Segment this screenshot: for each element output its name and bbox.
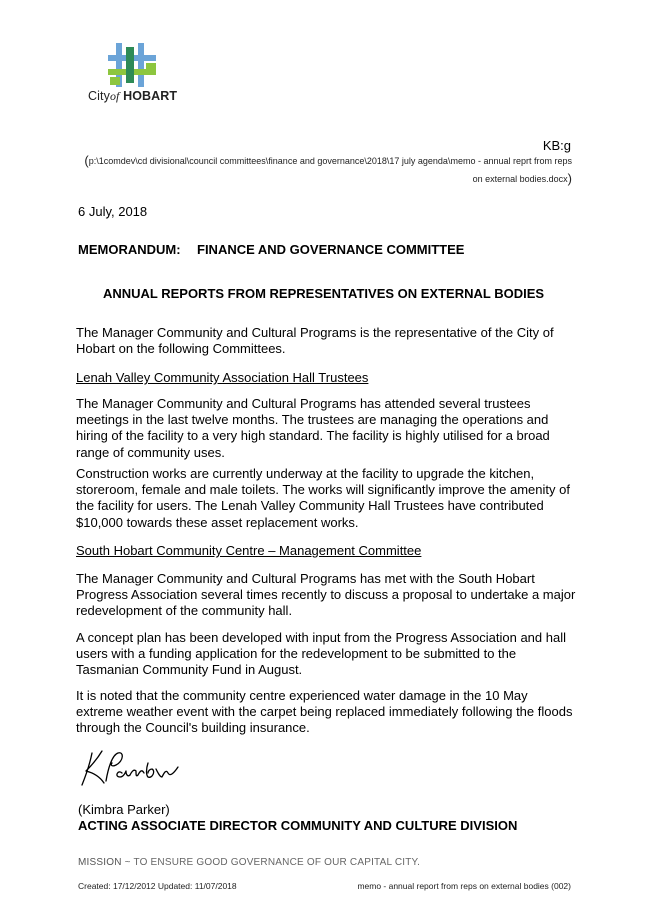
body-paragraph: The Manager Community and Cultural Programs has attended several trustees meetings in the last twelve months. The trustees are managing the operations and hiring of the facility to a very high standard. The facility is highly utilised for a broad range of community uses.	[76, 396, 550, 460]
reference-code: KB:g	[542, 138, 571, 153]
logo-hobart: HOBART	[123, 89, 178, 103]
file-path-close-paren: )	[567, 171, 572, 186]
body-paragraph: Construction works are currently underway at the facility to upgrade the kitchen, storeroom, female and male toilets. The works will significantly improve the amenity of the facility for users. The Lenah Valley Community Hall Trustees have contributed $10,000 towards these asset replacement works.	[76, 466, 570, 530]
body-paragraph: It is noted that the community centre experienced water damage in the 10 May extreme weather event with the carpet being replaced immediately following the floods through the Council's building insurance.	[76, 688, 573, 736]
memo-date: 6 July, 2018	[78, 204, 148, 219]
footer-dates: Created: 17/12/2012 Updated: 11/07/2018	[78, 881, 237, 891]
memo-subject: ANNUAL REPORTS FROM REPRESENTATIVES ON EXTERNAL BODIES	[102, 286, 545, 301]
memo-committee: FINANCE AND GOVERNANCE COMMITTEE	[197, 242, 465, 257]
signatory-title: ACTING ASSOCIATE DIRECTOR COMMUNITY AND CULTURE DIVISION	[78, 818, 518, 833]
footer-filename: memo - annual report from reps on external bodies (002)	[357, 881, 571, 891]
file-path	[78, 152, 572, 188]
section-heading: Lenah Valley Community Association Hall Trustees	[76, 370, 369, 385]
intro-paragraph: The Manager Community and Cultural Programs is the representative of the City of Hobart on the following Committees.	[76, 325, 554, 357]
logo-of: of	[109, 89, 120, 103]
body-paragraph: The Manager Community and Cultural Programs has met with the South Hobart Progress Association several times recently to discuss a proposal to undertake a major redevelopment of the community hall.	[76, 571, 576, 619]
section-heading: South Hobart Community Centre – Management Committee	[76, 543, 422, 558]
memo-label: MEMORANDUM:	[78, 242, 181, 257]
mission-text: ~ TO ENSURE GOOD GOVERNANCE OF OUR CAPITAL CITY.	[124, 857, 421, 868]
mission-statement	[78, 857, 420, 868]
logo-city: City	[88, 89, 110, 103]
body-paragraph: A concept plan has been developed with input from the Progress Association and hall users with a funding application for the redevelopment to be submitted to the Tasmanian Community Fund in August.	[76, 630, 566, 678]
city-of-hobart-logo-icon	[108, 43, 156, 87]
signatory-name: (Kimbra Parker)	[78, 802, 170, 817]
logo-wordmark	[88, 89, 188, 104]
handwritten-signature	[78, 743, 198, 793]
file-path-text: p:\1comdev\cd divisional\council committees\finance and governance\2018\17 july agenda\memo - annual reprt from reps on external bodies.docx	[88, 156, 572, 184]
file-path-open-paren: (	[84, 153, 89, 168]
mission-label: MISSION	[78, 857, 122, 868]
